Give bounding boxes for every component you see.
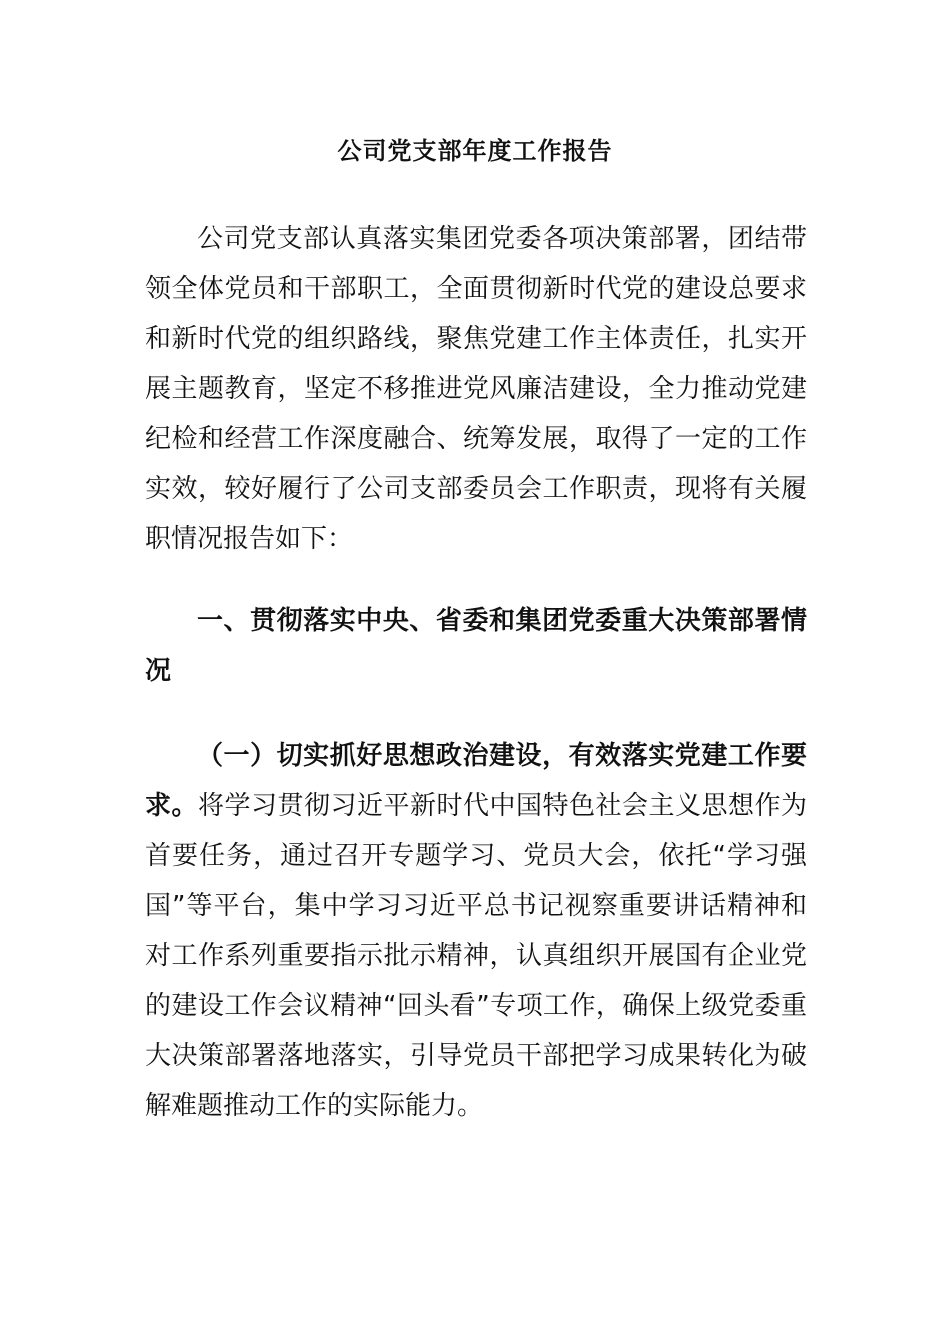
subsection-lead: （一）切实抓好思想政治建设，有效落实党建工作要求。 bbox=[145, 741, 807, 821]
intro-paragraph: 公司党支部认真落实集团党委各项决策部署，团结带领全体党员和干部职工，全面贯彻新时代党的建设总要求和新时代党的组织路线，聚焦党建工作主体责任，扎实开展主题教育，坚定不移推进党风廉洁建设，全力推动党建纪检和经营工作深度融合、统筹发展，取得了一定的工作实效，较好履行了公司支部委员会工作职责，现将有关履职情况报告如下： bbox=[145, 224, 807, 554]
section-heading: 一、贯彻落实中央、省委和集团党委重大决策部署情况 bbox=[145, 606, 807, 686]
document-title: 公司党支部年度工作报告 bbox=[337, 137, 613, 165]
subsection-paragraph bbox=[145, 731, 807, 1131]
subsection-body: 将学习贯彻习近平新时代中国特色社会主义思想作为首要任务，通过召开专题学习、党员大会，依托“学习强国”等平台，集中学习习近平总书记视察重要讲话精神和对工作系列重要指示批示精神，认真组织开展国有企业党的建设工作会议精神“回头看”专项工作，确保上级党委重大决策部署落地落实，引导党员干部把学习成果转化为破解难题推动工作的实际能力。 bbox=[145, 791, 807, 1121]
